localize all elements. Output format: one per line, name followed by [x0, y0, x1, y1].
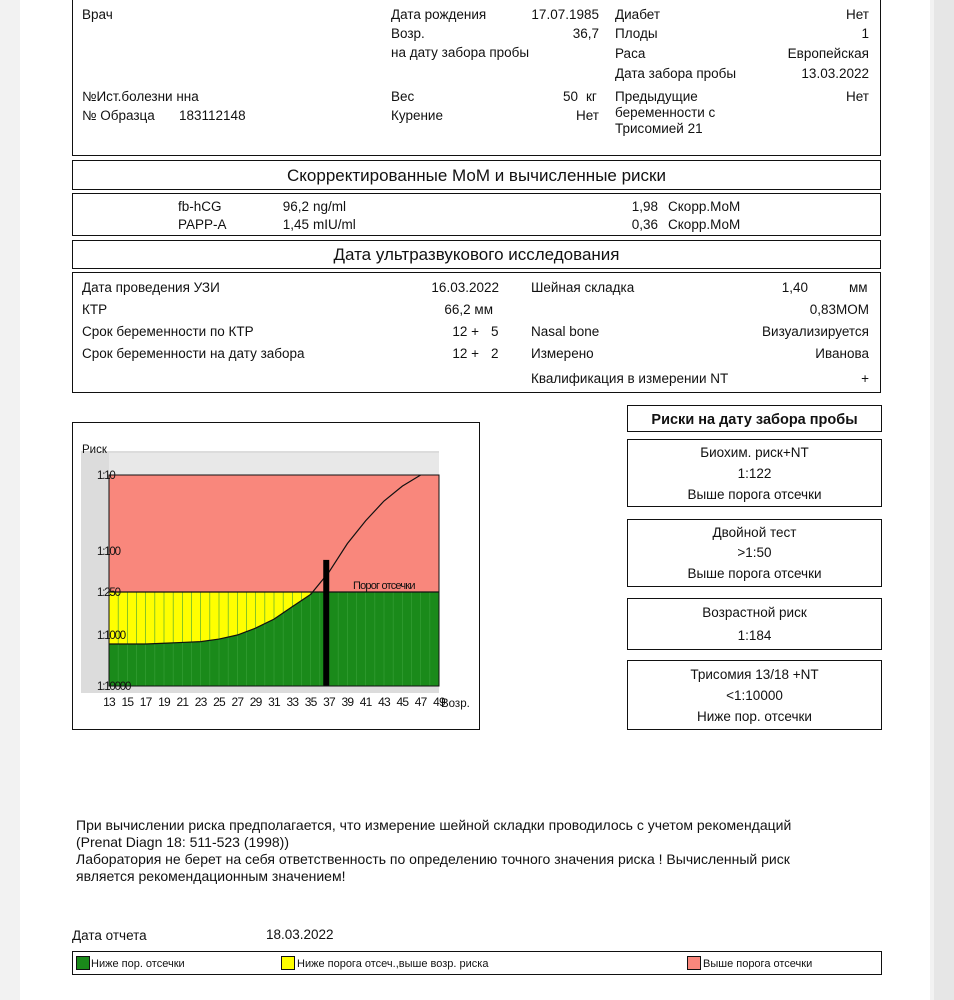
measured-by-value: Иванова — [815, 346, 869, 361]
fetuses-label: Плоды — [615, 26, 658, 41]
risk-value: 1:122 — [737, 466, 772, 481]
risks-title: Риски на дату забора пробы — [651, 412, 858, 428]
fetuses-value: 1 — [861, 26, 869, 41]
age-label: Возр. — [391, 26, 425, 41]
x-tick-label: 25 — [213, 695, 225, 709]
chart-top-band — [109, 453, 439, 475]
marker-mom-label: Скорр.МоМ — [668, 217, 741, 232]
dob-value: 17.07.1985 — [531, 7, 599, 22]
risk-name: Возрастной риск — [702, 605, 807, 620]
prev-trisomy-label-1: Предыдущие — [615, 89, 698, 104]
us-table — [72, 272, 881, 393]
x-tick-label: 33 — [286, 695, 299, 709]
smoking-label: Курение — [391, 108, 443, 123]
x-tick-label: 23 — [194, 695, 207, 709]
x-tick-label: 43 — [378, 695, 390, 709]
prev-trisomy-value: Нет — [846, 89, 869, 104]
risk-box-trisomy-13-18 — [627, 660, 882, 730]
marker-unit: mIU/ml — [313, 217, 356, 232]
note-line-1: При вычислении риска предполагается, что измерение шейной складки проводилось с учетом рекомендаций — [76, 817, 792, 833]
mom-section-title: Скорректированные МоМ и вычисленные риски — [287, 166, 666, 185]
note-line-2: (Prenat Diagn 18: 511-523 (1998)) — [76, 834, 289, 850]
risk-chart — [73, 423, 479, 729]
x-tick-label: 49 — [433, 695, 445, 709]
risk-box-biochem — [627, 439, 882, 507]
age-note: на дату забора пробы — [391, 45, 530, 60]
marker-unit: ng/ml — [313, 199, 347, 214]
risk-value: 1:184 — [737, 628, 772, 643]
report-date-value: 18.03.2022 — [266, 927, 334, 942]
risk-status: Выше порога отсечки — [687, 487, 822, 502]
x-tick-label: 13 — [103, 695, 115, 709]
us-date-label: Дата проведения УЗИ — [82, 280, 220, 295]
risk-box-age — [627, 598, 882, 650]
ga-ktr-label: Срок беременности по КТР — [82, 324, 254, 339]
race-label: Раса — [615, 46, 646, 61]
us-section-title: Дата ультразвукового исследования — [333, 245, 620, 264]
x-tick-label: 31 — [268, 695, 280, 709]
us-title-box — [72, 240, 881, 269]
marker-value: 96,2 — [282, 199, 309, 214]
sample-date-label: Дата забора пробы — [615, 66, 737, 81]
y-tick-label: 1:100 — [97, 546, 120, 558]
prev-trisomy-label-2: беременности с — [615, 105, 716, 120]
page-edge — [934, 0, 954, 1000]
sample-label: № Образца — [82, 108, 155, 123]
x-tick-label: 15 — [121, 695, 134, 709]
ga-ktr-weeks: 12 + — [452, 324, 479, 339]
patient-marker-bar — [323, 560, 329, 686]
smoking-value: Нет — [576, 108, 599, 123]
nt-value: 1,40 — [781, 280, 808, 295]
legend — [72, 951, 882, 975]
x-tick-label: 27 — [231, 695, 244, 709]
legend-swatch-red — [687, 956, 701, 970]
nasal-bone-value: Визуализируется — [762, 324, 869, 339]
x-axis-label: Возр. — [441, 698, 470, 710]
prev-trisomy-label-3: Трисомией 21 — [615, 121, 703, 136]
y-tick-label: 1:1000 — [97, 630, 125, 642]
x-tick-label: 47 — [414, 695, 427, 709]
diabetes-value: Нет — [846, 7, 869, 22]
risk-chart-frame — [72, 422, 480, 730]
legend-swatch-yellow — [281, 956, 295, 970]
risk-status: Ниже пор. отсечки — [697, 709, 812, 724]
risk-name: Биохим. риск+NT — [700, 445, 809, 460]
nt-qualification-value: + — [861, 371, 869, 386]
y-tick-label: 1:10 — [97, 470, 115, 482]
x-tick-label: 45 — [396, 695, 409, 709]
sample-value: 183112148 — [179, 108, 246, 123]
weight-label: Вес — [391, 89, 415, 104]
risk-name: Трисомия 13/18 +NT — [690, 667, 819, 682]
ktr-label: КТР — [82, 302, 108, 317]
legend-label: Ниже порога отсеч.,выше возр. риска — [297, 958, 489, 970]
mom-table — [72, 193, 881, 236]
zone-above-cutoff — [109, 475, 439, 592]
sample-date-value: 13.03.2022 — [801, 66, 869, 81]
us-date-value: 16.03.2022 — [431, 280, 499, 295]
x-tick-label: 17 — [139, 695, 152, 709]
x-tick-label: 37 — [323, 695, 335, 709]
ga-ktr-days: 5 — [491, 324, 499, 339]
ga-sample-weeks: 12 + — [452, 346, 479, 361]
ktr-value: 66,2 мм — [444, 302, 493, 317]
risk-value: <1:10000 — [726, 688, 783, 703]
note-line-4: является рекомендационным значением! — [76, 868, 346, 884]
risk-value: >1:50 — [737, 545, 772, 560]
race-value: Европейская — [787, 46, 869, 61]
x-tick-label: 21 — [176, 695, 189, 709]
doctor-label: Врач — [82, 7, 113, 22]
ga-sample-days: 2 — [491, 346, 499, 361]
weight-value: 50 — [562, 89, 578, 104]
x-tick-label: 41 — [359, 695, 372, 709]
weight-unit: кг — [586, 89, 597, 104]
marker-mom-label: Скорр.МоМ — [668, 199, 741, 214]
age-value: 36,7 — [572, 26, 599, 41]
patient-info-panel — [72, 0, 881, 156]
measured-by-label: Измерено — [531, 346, 594, 361]
marker-mom: 1,98 — [631, 199, 658, 214]
dob-label: Дата рождения — [391, 7, 487, 22]
ga-sample-label: Срок беременности на дату забора — [82, 346, 305, 361]
history-label: №Ист.болезни нна — [82, 89, 199, 104]
nt-unit: мм — [849, 280, 868, 295]
nasal-bone-label: Nasal bone — [531, 324, 600, 339]
nt-label: Шейная складка — [531, 280, 635, 295]
nt-qualification-label: Квалификация в измерении NT — [531, 371, 729, 386]
nt-mom: 0,83МОМ — [809, 302, 869, 317]
y-tick-label: 1:250 — [97, 587, 120, 599]
risk-name: Двойной тест — [712, 525, 797, 540]
report-date-label: Дата отчета — [72, 928, 147, 943]
risks-title-box — [627, 405, 882, 432]
legend-label: Выше порога отсечки — [703, 958, 813, 970]
legend-swatch-green — [76, 956, 90, 970]
risk-box-double-test — [627, 519, 882, 587]
marker-name: PAPP-A — [178, 217, 227, 232]
marker-mom: 0,36 — [631, 217, 658, 232]
y-axis-label: Риск — [82, 444, 107, 456]
x-tick-label: 35 — [304, 695, 317, 709]
x-tick-label: 19 — [158, 695, 170, 709]
marker-value: 1,45 — [282, 217, 309, 232]
x-tick-label: 39 — [341, 695, 354, 709]
note-line-3: Лаборатория не берет на себя ответственность по определению точного значения риска ! Вычисленный риск — [76, 851, 790, 867]
y-tick-label: 1:10000 — [97, 681, 131, 693]
x-tick-label: 29 — [249, 695, 262, 709]
cutoff-label: Порог отсечки — [353, 580, 415, 592]
diabetes-label: Диабет — [615, 7, 661, 22]
mom-title-box — [72, 160, 881, 190]
marker-name: fb-hCG — [178, 199, 222, 214]
risk-status: Выше порога отсечки — [687, 566, 822, 581]
legend-label: Ниже пор. отсечки — [91, 958, 185, 970]
